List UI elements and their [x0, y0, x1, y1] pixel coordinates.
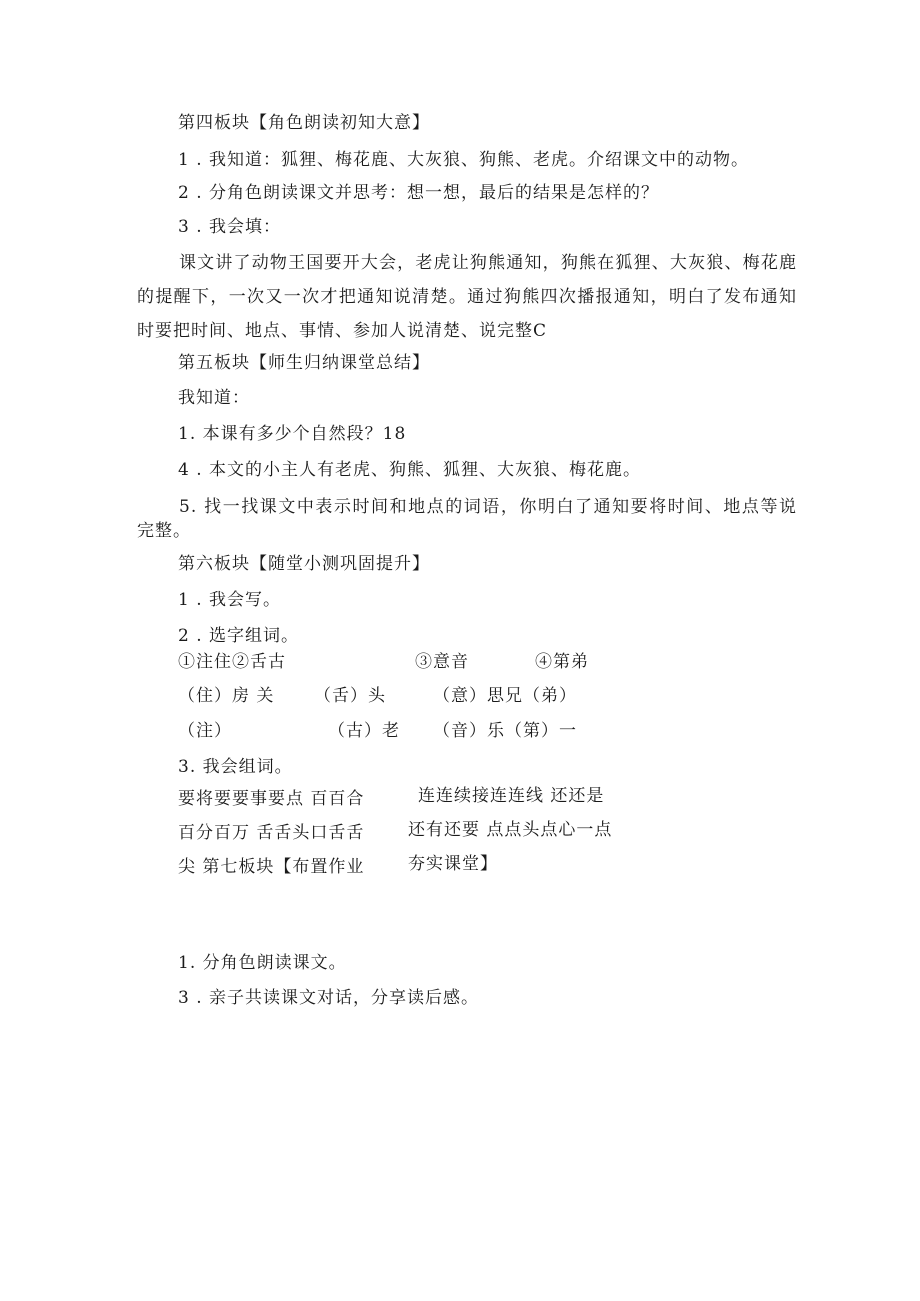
section5-item-1: 1. 本课有多少个自然段？18: [178, 424, 407, 444]
section5-item-5: 5. 找一找课文中表示时间和地点的词语，你明白了通知要将时间、地点等说完整。: [137, 497, 797, 541]
section4-paragraph: 课文讲了动物王国要开大会，老虎让狗熊通知，狗熊在狐狸、大灰狼、梅花鹿的提醒下，一次又一次才把通知说清楚。通过狗熊四次播报通知，明白了发布通知时要把时间、地点、事情、参加人说清楚、说完整C: [137, 253, 797, 341]
section7-item-1: 1. 分角色朗读课文。: [178, 953, 347, 973]
section5-item-4: 4 . 本文的小主人有老虎、狗熊、狐狸、大灰狼、梅花鹿。: [178, 460, 642, 480]
fill-row2-c: （音）乐（第）一: [433, 721, 577, 741]
character-pairs-c: ④第弟: [535, 652, 589, 672]
word-group-3b: 夯实课堂】: [408, 854, 498, 874]
section4-item-1: 1 . 我知道：狐狸、梅花鹿、大灰狼、狗熊、老虎。介绍课文中的动物。: [178, 150, 750, 170]
section4-heading: 第四板块【角色朗读初知大意】: [178, 113, 430, 133]
fill-row2-a: （注）: [178, 721, 232, 741]
fill-row1-a: （住）房 关: [178, 686, 275, 706]
word-group-1a: 要将要要事要点 百百合: [178, 789, 365, 809]
section6-item-2: 2 . 选字组词。: [178, 626, 300, 646]
word-group-3a: 尖 第七板块【布置作业: [178, 857, 365, 877]
fill-row2-b: （古）老: [328, 721, 400, 741]
fill-row1-b: （舌）头: [314, 686, 386, 706]
section4-item-2: 2 . 分角色朗读课文并思考：想一想，最后的结果是怎样的？: [178, 183, 660, 203]
section7-item-3: 3 . 亲子共读课文对话，分享读后感。: [178, 988, 480, 1008]
character-pairs-a: ①注住②舌古: [178, 652, 286, 672]
section5-intro: 我知道：: [178, 388, 250, 408]
word-group-2b: 还有还要 点点头点心一点: [408, 820, 613, 840]
section6-item-1: 1 . 我会写。: [178, 590, 282, 610]
word-group-2a: 百分百万 舌舌头口舌舌: [178, 823, 365, 843]
character-pairs-b: ③意音: [415, 652, 469, 672]
section5-heading: 第五板块【师生归纳课堂总结】: [178, 353, 430, 373]
fill-row1-c: （意）思兄（弟）: [433, 686, 577, 706]
section6-heading: 第六板块【随堂小测巩固提升】: [178, 554, 430, 574]
section4-item-3: 3 . 我会填：: [178, 217, 282, 237]
word-group-1b: 连连续接连连线 还还是: [418, 786, 605, 806]
section6-item-3: 3. 我会组词。: [178, 757, 293, 777]
